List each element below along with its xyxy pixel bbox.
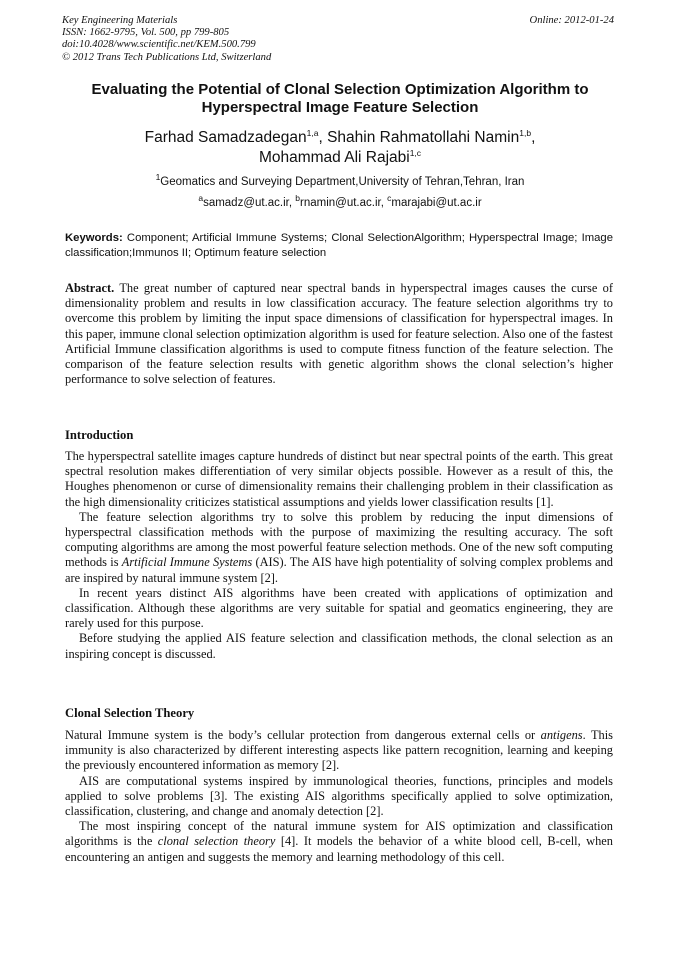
author-name: Mohammad Ali Rajabi	[258, 149, 410, 166]
author-affiliation-mark: 1,a	[306, 127, 319, 138]
issn-line: ISSN: 1662-9795, Vol. 500, pp 799-805	[62, 27, 230, 39]
copyright-line: © 2012 Trans Tech Publications Ltd, Switzerland	[62, 51, 272, 63]
author-affiliation-mark: 1,b	[519, 127, 532, 138]
doi-line: doi:10.4028/www.scientific.net/KEM.500.799	[62, 39, 256, 51]
paragraph: AIS are computational systems inspired by immunological theories, functions, principles and models applied to solve problems [3]. The existing AIS algorithms specifically applied to solve optimization, classification, clustering, and change and anomaly detection [2].	[65, 773, 613, 819]
online-date: Online: 2012-01-24	[529, 15, 614, 26]
paragraph-text: [4]. It models the behavior of a white blood cell, B-cell, when encountering an antigen and suggests the memory and learning methodology of this cell.	[65, 834, 613, 864]
paper-title: Evaluating the Potential of Clonal Selection Optimization Algorithm to Hyperspectral Image Feature Selection	[91, 81, 589, 116]
clonal-selection-heading: Clonal Selection Theory	[65, 706, 195, 720]
abstract-text: The great number of captured near spectral bands in hyperspectral images causes the curse of dimensionality problem and results in low classification accuracy. The feature selection algorithms try to overcome this problem by limiting the input space dimensions of classification for hyperspectral images. In this paper, immune clonal selection optimization algorithm is used for feature selection. Also one of the fastest Artificial Immune classification algorithms is used to compute fitness function of the feature selection. The comparison of the feature selection results with genetic algorithm shows the clonal selection’s higher performance to solve selection of features.	[65, 281, 613, 387]
abstract-block	[65, 281, 613, 387]
email: marajabi@ut.ac.ir	[391, 197, 482, 209]
paragraph-text: Natural Immune system is the body’s cellular protection from dangerous external cells or	[65, 728, 541, 742]
author-name: Farhad Samadzadegan	[144, 129, 307, 146]
keywords-block	[65, 231, 613, 260]
paragraph	[65, 819, 613, 865]
author-name: Shahin Rahmatollahi Namin	[327, 129, 520, 146]
affiliation	[62, 172, 618, 189]
affiliation-mark: 1	[155, 172, 161, 183]
emphasis-text: antigens	[540, 728, 583, 742]
introduction-heading: Introduction	[65, 428, 134, 442]
clonal-selection-body	[65, 728, 613, 865]
keywords-text: Component; Artificial Immune Systems; Clonal SelectionAlgorithm; Hyperspectral Image; Image classification;Immunos II; Optimum feature selection	[65, 232, 613, 259]
paragraph-text: The most inspiring concept of the natural immune system for AIS optimization and classification algorithms is the	[65, 819, 613, 849]
journal-header	[62, 15, 618, 64]
email-mark: a	[198, 193, 204, 204]
paragraph: Before studying the applied AIS feature selection and classification methods, the clonal selection as an inspiring concept is discussed.	[65, 631, 613, 661]
paragraph	[65, 728, 613, 774]
author-separator: ,	[531, 129, 536, 146]
journal-name: Key Engineering Materials	[62, 15, 178, 26]
email-mark: b	[295, 193, 301, 204]
author-affiliation-mark: 1,c	[409, 147, 422, 158]
paragraph	[65, 510, 613, 586]
paragraph-text: The feature selection algorithms try to solve this problem by reducing the input dimensions of hyperspectral classification methods with the purpose of maximizing the resulting accuracy. The soft computing algorithms are among the most powerful feature selection methods. One of the new soft computing methods is	[65, 509, 613, 570]
author-list	[62, 128, 618, 168]
email-mark: c	[387, 193, 392, 204]
author-emails	[62, 193, 618, 210]
email: rnamin@ut.ac.ir,	[300, 197, 388, 209]
introduction-body	[65, 449, 613, 662]
paragraph-text: . This immunity is also characterized by different interesting aspects like pattern recognition, learning and keeping the previously encountered information as memory [2].	[65, 728, 614, 773]
paragraph: The hyperspectral satellite images capture hundreds of distinct but near spectral points of the earth. This great spectral resolution makes differentiation of very similar objects possible. However as a result of this, the Houghes phenomenon or curse of dimensionality remains their challenging problem in their classification as the high dimensionality criticizes statistical assumptions and yields lower classification results [1].	[65, 449, 613, 509]
paragraph: In recent years distinct AIS algorithms have been created with applications of optimization and classification. Although these algorithms are very suitable for spatial and geomatics engineering, they are rarely used for this purpose.	[65, 585, 613, 631]
keywords-label: Keywords:	[65, 232, 123, 244]
email: samadz@ut.ac.ir,	[203, 197, 296, 209]
affiliation-text: Geomatics and Surveying Department,University of Tehran,Tehran, Iran	[160, 176, 525, 188]
author-separator: ,	[318, 129, 328, 146]
abstract-label: Abstract.	[65, 281, 115, 295]
paragraph-text: (AIS). The AIS have high potentiality of solving complex problems and are inspired by natural immune system [2].	[65, 555, 614, 585]
emphasis-text: Artificial Immune Systems	[121, 555, 253, 570]
emphasis-text: clonal selection theory	[157, 834, 276, 849]
